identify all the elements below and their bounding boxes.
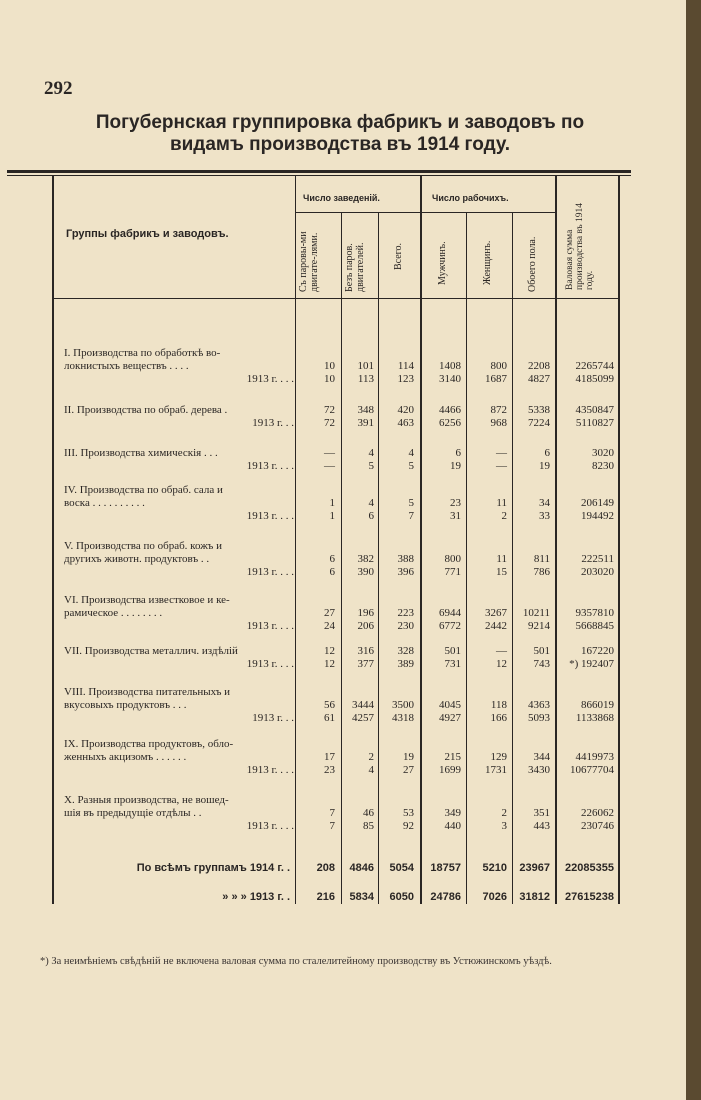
table-cell: 4350847 <box>575 404 614 416</box>
table-cell: 203020 <box>581 566 614 578</box>
table-cell: 61 <box>324 712 335 724</box>
table-cell: 230 <box>397 620 414 632</box>
table-cell: 4363 <box>528 699 550 711</box>
table-cell: 11 <box>496 553 507 565</box>
table-cell: 113 <box>357 373 374 385</box>
table-cell: 6 <box>329 553 335 565</box>
header-groups: Группы фабрикъ и заводовъ. <box>66 228 229 240</box>
table-cell: — <box>496 645 507 657</box>
header-both: Обоего пола. <box>527 236 538 292</box>
table-cell: 12 <box>496 658 507 670</box>
table-cell: 388 <box>397 553 414 565</box>
table-cell: 391 <box>357 417 374 429</box>
table-cell: 3444 <box>352 699 374 711</box>
footnote: *) За неимѣніемъ свѣдѣній не включена валовая сумма по сталелитейному производству въ Устюжинскомъ уѣздѣ. <box>40 956 552 967</box>
table-cell: 2 <box>368 751 374 763</box>
total-label-1914: По всѣмъ группамъ 1914 г. . <box>136 862 290 874</box>
table-cell: 316 <box>357 645 374 657</box>
header-steam: Съ паровы-ми двигате-лями. <box>298 231 320 292</box>
group-year-label: 1913 г. . . . <box>246 620 294 632</box>
table-cell: 6944 <box>439 607 461 619</box>
table-cell: 811 <box>533 553 550 565</box>
table-cell: 12 <box>324 658 335 670</box>
header-workers: Число рабочихъ. <box>432 193 509 203</box>
col-line-left <box>52 176 54 904</box>
table-cell: 15 <box>496 566 507 578</box>
table-cell: 2442 <box>485 620 507 632</box>
table-cell: 1687 <box>485 373 507 385</box>
table-cell: 771 <box>444 566 461 578</box>
table-cell: 2265744 <box>575 360 614 372</box>
group-label-line1: V. Производства по обраб. кожъ и <box>64 540 222 552</box>
table-cell: 7 <box>408 510 414 522</box>
table-cell: 389 <box>397 658 414 670</box>
group-label-line2: шія въ предыдущіе отдѣлы . . <box>64 807 202 819</box>
title-line-2: видамъ производства въ 1914 году. <box>169 134 511 155</box>
table-cell: 10211 <box>522 607 550 619</box>
table-cell: 6 <box>544 447 550 459</box>
group-label-line1: III. Производства химическія . . . <box>64 447 218 459</box>
table-cell: 1408 <box>439 360 461 372</box>
group-label-line2: воска . . . . . . . . . . <box>64 497 145 509</box>
total-cell: 18757 <box>430 862 461 874</box>
col-line-4 <box>420 176 422 904</box>
table-cell: — <box>496 447 507 459</box>
table-cell: 24 <box>324 620 335 632</box>
group-label-line1: IV. Производства по обраб. сала и <box>64 484 223 496</box>
table-cell: 10 <box>324 373 335 385</box>
table-cell: 800 <box>444 553 461 565</box>
group-year-label: 1913 г. . . . <box>246 460 294 472</box>
table-cell: 10 <box>324 360 335 372</box>
table-cell: 9214 <box>528 620 550 632</box>
total-cell: 7026 <box>482 891 507 903</box>
table-cell: 382 <box>357 553 374 565</box>
group-year-label: 1913 г. . . <box>252 712 294 724</box>
col-line-7 <box>555 176 557 904</box>
header-rule <box>52 298 618 299</box>
group-label-line1: VII. Производства металлич. издѣлій <box>64 645 238 657</box>
table-cell: 3500 <box>392 699 414 711</box>
total-cell: 31812 <box>519 891 550 903</box>
table-cell: 27 <box>324 607 335 619</box>
total-cell: 5210 <box>482 862 507 874</box>
table-cell: 4045 <box>439 699 461 711</box>
group-label-line1: IX. Производства продуктовъ, обло- <box>64 738 234 750</box>
table-cell: 6 <box>455 447 461 459</box>
table-cell: 23 <box>324 764 335 776</box>
table-cell: *) 192407 <box>569 658 614 670</box>
group-year-label: 1913 г. . . . <box>246 764 294 776</box>
table-cell: 440 <box>444 820 461 832</box>
table-cell: 194492 <box>581 510 614 522</box>
table-cell: 786 <box>533 566 550 578</box>
table-cell: 11 <box>496 497 507 509</box>
group-label-line2: другихъ животн. продуктовъ . . <box>64 553 210 565</box>
group-label-line2: вкусовыхъ продуктовъ . . . <box>64 699 187 711</box>
total-cell: 27615238 <box>565 891 614 903</box>
total-cell: 24786 <box>430 891 461 903</box>
table-cell: 7224 <box>528 417 550 429</box>
table-cell: 129 <box>490 751 507 763</box>
table-cell: 34 <box>539 497 550 509</box>
table-cell: 4318 <box>392 712 414 724</box>
table-cell: 222511 <box>581 553 614 565</box>
table-cell: 2 <box>501 807 507 819</box>
total-cell: 6050 <box>389 891 414 903</box>
table-cell: 3140 <box>439 373 461 385</box>
top-rule <box>7 170 631 173</box>
group-label-line2: рамическое . . . . . . . . <box>64 607 163 619</box>
table-cell: 72 <box>324 417 335 429</box>
table-cell: 8230 <box>592 460 614 472</box>
table-cell: — <box>496 460 507 472</box>
table-cell: 7 <box>329 807 335 819</box>
group-year-label: 1913 г. . . . <box>246 510 294 522</box>
title-line-1: Погубернская группировка фабрикъ и заводовъ по <box>95 112 585 133</box>
group-label-line2: женныхъ акцизомъ . . . . . . <box>64 751 187 763</box>
table-cell: 12 <box>324 645 335 657</box>
table-cell: 348 <box>357 404 374 416</box>
table-cell: 501 <box>533 645 550 657</box>
table-cell: 230746 <box>581 820 614 832</box>
page-edge <box>686 0 701 1100</box>
header-nosteam: Безъ паров. двигателей. <box>344 242 366 292</box>
table-cell: 5338 <box>528 404 550 416</box>
table-cell: 17 <box>324 751 335 763</box>
table-cell: 968 <box>490 417 507 429</box>
table-cell: 2208 <box>528 360 550 372</box>
table-cell: 56 <box>324 699 335 711</box>
table-cell: 226062 <box>581 807 614 819</box>
table-cell: 5 <box>408 460 414 472</box>
table-cell: 1133868 <box>575 712 614 724</box>
table-cell: 196 <box>357 607 374 619</box>
table-cell: 6 <box>329 566 335 578</box>
table-cell: 114 <box>397 360 414 372</box>
table-cell: 800 <box>490 360 507 372</box>
table-cell: 4419973 <box>575 751 614 763</box>
table-cell: 349 <box>444 807 461 819</box>
table-cell: 223 <box>397 607 414 619</box>
table-cell: 6772 <box>439 620 461 632</box>
group-year-label: 1913 г. . . . <box>246 566 294 578</box>
table-cell: 3267 <box>485 607 507 619</box>
table-cell: 206 <box>357 620 374 632</box>
table-cell: 46 <box>363 807 374 819</box>
table-cell: 72 <box>324 404 335 416</box>
top-rule-thin <box>7 175 631 176</box>
table-cell: 1 <box>329 510 335 522</box>
total-cell: 22085355 <box>565 862 614 874</box>
total-cell: 5834 <box>349 891 374 903</box>
table-cell: 19 <box>450 460 461 472</box>
table-cell: 4827 <box>528 373 550 385</box>
table-cell: 3020 <box>592 447 614 459</box>
table-cell: 6256 <box>439 417 461 429</box>
table-cell: 206149 <box>581 497 614 509</box>
table-cell: 4466 <box>439 404 461 416</box>
header-establishments: Число заведеній. <box>303 193 380 203</box>
group-year-label: 1913 г. . . . <box>246 373 294 385</box>
table-cell: 101 <box>357 360 374 372</box>
table-cell: 19 <box>539 460 550 472</box>
table-cell: 19 <box>403 751 414 763</box>
total-cell: 23967 <box>519 862 550 874</box>
table-cell: — <box>324 460 335 472</box>
table-cell: 5093 <box>528 712 550 724</box>
table-cell: 2 <box>501 510 507 522</box>
table-cell: 10677704 <box>570 764 614 776</box>
table-cell: 743 <box>533 658 550 670</box>
table-cell: 4257 <box>352 712 374 724</box>
group-label-line2: локнистыхъ веществъ . . . . <box>64 360 189 372</box>
group-year-label: 1913 г. . . . <box>246 658 294 670</box>
table-cell: 377 <box>357 658 374 670</box>
group-label-line1: VIII. Производства питательныхъ и <box>64 686 231 698</box>
table-cell: 4 <box>368 497 374 509</box>
table-cell: 390 <box>357 566 374 578</box>
table-cell: 9357810 <box>575 607 614 619</box>
table-cell: 4 <box>368 447 374 459</box>
group-year-label: 1913 г. . . . <box>246 820 294 832</box>
table-cell: 166 <box>490 712 507 724</box>
table-cell: 5110827 <box>575 417 614 429</box>
header-men: Мужчинъ. <box>437 241 448 285</box>
table-cell: 4 <box>368 764 374 776</box>
table-cell: 731 <box>444 658 461 670</box>
group-label-line1: X. Разныя производства, не вошед- <box>64 794 229 806</box>
table-cell: 463 <box>397 417 414 429</box>
table-cell: 396 <box>397 566 414 578</box>
table-cell: 351 <box>533 807 550 819</box>
table-cell: 443 <box>533 820 550 832</box>
table-cell: — <box>324 447 335 459</box>
header-women: Женщинъ. <box>482 240 493 285</box>
total-cell: 4846 <box>349 862 374 874</box>
table-cell: 344 <box>533 751 550 763</box>
table-cell: 4185099 <box>575 373 614 385</box>
total-cell: 208 <box>316 862 335 874</box>
total-cell: 5054 <box>389 862 414 874</box>
table-cell: 866019 <box>581 699 614 711</box>
total-label-1913: » » » 1913 г. . <box>222 891 290 903</box>
header-gross: Валовая сумма производства въ 1914 году. <box>565 202 595 290</box>
table-cell: 23 <box>450 497 461 509</box>
table-cell: 118 <box>490 699 507 711</box>
table-cell: 420 <box>397 404 414 416</box>
table-cell: 85 <box>363 820 374 832</box>
table-cell: 3430 <box>528 764 550 776</box>
table-cell: 501 <box>444 645 461 657</box>
table-cell: 123 <box>397 373 414 385</box>
table-cell: 4927 <box>439 712 461 724</box>
table-cell: 4 <box>408 447 414 459</box>
table-cell: 6 <box>368 510 374 522</box>
table-cell: 328 <box>397 645 414 657</box>
table-cell: 31 <box>450 510 461 522</box>
table-cell: 27 <box>403 764 414 776</box>
table-cell: 167220 <box>581 645 614 657</box>
group-label-line1: VI. Производства известковое и ке- <box>64 594 230 606</box>
group-label-line1: I. Производства по обработкѣ во- <box>64 347 221 359</box>
page-number: 292 <box>44 78 73 99</box>
table-cell: 872 <box>490 404 507 416</box>
table-cell: 1731 <box>485 764 507 776</box>
table-cell: 7 <box>329 820 335 832</box>
subheader-rule <box>295 212 555 213</box>
group-year-label: 1913 г. . . <box>252 417 294 429</box>
group-label-line1: II. Производства по обраб. дерева . <box>64 404 228 416</box>
table-cell: 1 <box>329 497 335 509</box>
page-title <box>60 112 620 156</box>
total-cell: 216 <box>316 891 335 903</box>
table-cell: 53 <box>403 807 414 819</box>
header-total: Всего. <box>393 242 404 270</box>
table-cell: 5 <box>408 497 414 509</box>
table-cell: 5668845 <box>575 620 614 632</box>
table-cell: 3 <box>501 820 507 832</box>
table-cell: 92 <box>403 820 414 832</box>
col-line-right <box>618 176 620 904</box>
table-cell: 33 <box>539 510 550 522</box>
col-line-1 <box>295 176 296 904</box>
table-cell: 1699 <box>439 764 461 776</box>
table-cell: 215 <box>444 751 461 763</box>
table-cell: 5 <box>368 460 374 472</box>
